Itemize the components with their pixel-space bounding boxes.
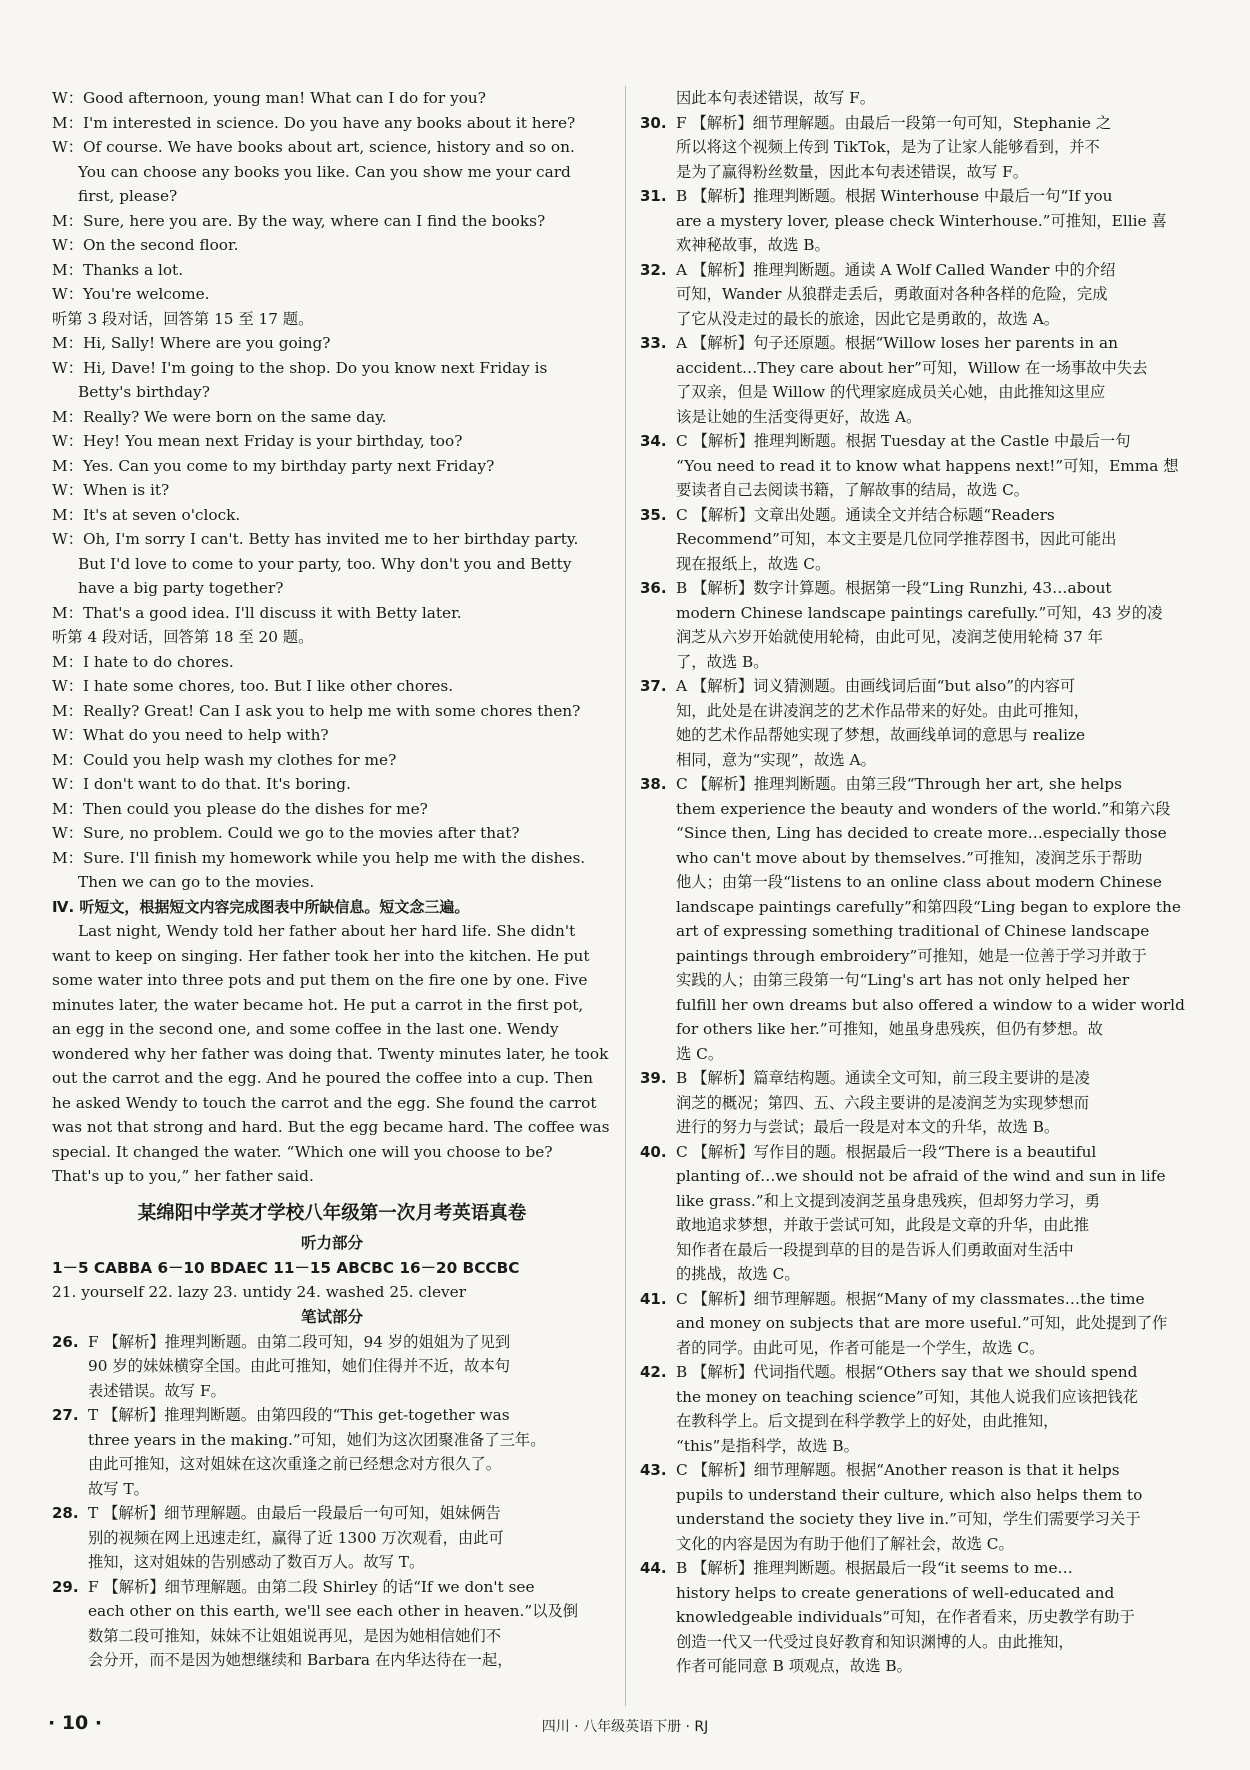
transcript-line: W：Hi, Dave! I'm going to the shop. Do you know next Friday is xyxy=(52,358,548,377)
explanation-line: understand the society they live in.”可知，学生们需要学习关于 xyxy=(676,1510,1141,1528)
explanation-line: Recommend”可知，本文主要是几位同学推荐图书，因此可能出 xyxy=(676,530,1117,548)
explanation-line: F 【解析】推理判断题。由第二段可知，94 岁的姐姐为了见到 xyxy=(88,1332,511,1351)
answer-item xyxy=(640,1360,1202,1458)
passage-line: some water into three pots and put them on the fire one by one. Five xyxy=(52,971,588,989)
explanation-line: 进行的努力与尝试；最后一段是对本文的升华，故选 B。 xyxy=(676,1118,1060,1136)
passage-line: he asked Wendy to touch the carrot and the egg. She found the carrot xyxy=(52,1093,597,1112)
transcript-line: M：Hi, Sally! Where are you going? xyxy=(52,334,331,352)
question-number: 35. xyxy=(640,505,667,524)
explanation-line: landscape paintings carefully”和第四段“Ling began to explore the xyxy=(676,897,1181,916)
question-number: 36. xyxy=(640,579,667,597)
explanation-line: B 【解析】推理判断题。根据最后一段“it seems to me… xyxy=(676,1559,1073,1577)
passage-line: was not that strong and hard. But the egg became hard. The coffee was xyxy=(52,1118,610,1136)
transcript-line: W：Of course. We have books about art, science, history and so on. xyxy=(52,138,575,156)
explanation-line: 文化的内容是因为有助于他们了解社会，故选 C。 xyxy=(676,1534,1014,1553)
transcript-line: You can choose any books you like. Can you show me your card xyxy=(78,162,571,181)
question-number: 42. xyxy=(640,1363,667,1381)
transcript-line: Then we can go to the movies. xyxy=(78,873,315,891)
explanation-line: accident…They care about her”可知，Willow 在一场事故中失去 xyxy=(676,358,1148,377)
explanation-line: 要读者自己去阅读书籍，了解故事的结局，故选 C。 xyxy=(676,481,1030,499)
transcript-line: M：Sure, here you are. By the way, where can I find the books? xyxy=(52,211,546,230)
explanation-line: 欢神秘故事，故选 B。 xyxy=(676,236,830,254)
explanation-line: 作者可能同意 B 项观点，故选 B。 xyxy=(676,1657,912,1675)
explanation-line: 所以将这个视频上传到 TikTok，是为了让家人能够看到，并不 xyxy=(676,138,1100,156)
explanation-line: B 【解析】数字计算题。根据第一段“Ling Runzhi, 43…about xyxy=(676,579,1112,597)
explanation-line: 相同，意为“实现”，故选 A。 xyxy=(676,750,876,769)
passage-line: That's up to you,” her father said. xyxy=(52,1167,314,1185)
question-number: 26. xyxy=(52,1332,79,1351)
explanation-line: 故写 T。 xyxy=(88,1479,149,1498)
explanation-line: three years in the making.”可知，她们为这次团聚准备了三年。 xyxy=(88,1430,546,1449)
explanation-line: them experience the beauty and wonders of the world.”和第六段 xyxy=(676,799,1171,818)
explanation-line: C 【解析】细节理解题。根据“Another reason is that it helps xyxy=(676,1461,1120,1479)
explanation-line: 可知，Wander 从狼群走丢后，勇敢面对各种各样的危险，完成 xyxy=(676,285,1108,303)
question-number: 28. xyxy=(52,1504,79,1522)
explanation-line: the money on teaching science”可知，其他人说我们应该把钱花 xyxy=(676,1387,1138,1406)
explanation-line: 会分开，而不是因为她想继续和 Barbara 在内华达待在一起， xyxy=(88,1651,513,1669)
explanation-line: “this”是指科学，故选 B。 xyxy=(676,1436,859,1455)
section-iv-heading: Ⅳ. 听短文，根据短文内容完成图表中所缺信息。短文念三遍。 xyxy=(52,897,470,916)
left-column xyxy=(52,86,612,1673)
answer-item xyxy=(52,1403,612,1501)
question-number: 44. xyxy=(640,1559,667,1577)
explanation-line: pupils to understand their culture, which also helps them to xyxy=(676,1485,1143,1504)
transcript-line: M：Then could you please do the dishes for me? xyxy=(52,799,428,818)
explanation-line: 敢地追求梦想，并敢于尝试可知，此段是文章的升华，由此推 xyxy=(676,1216,1090,1234)
column-divider xyxy=(625,86,626,1706)
question-number: 41. xyxy=(640,1289,667,1308)
transcript-line: M：I'm interested in science. Do you have any books about it here? xyxy=(52,113,576,132)
question-number: 38. xyxy=(640,775,667,793)
explanation-line: T 【解析】细节理解题。由最后一段最后一句可知，姐妹俩告 xyxy=(88,1504,501,1522)
transcript-line: Betty's birthday? xyxy=(78,383,210,401)
answers-row-2: 21. yourself 22. lazy 23. untidy 24. washed 25. clever xyxy=(52,1283,467,1301)
answer-item xyxy=(640,1287,1202,1361)
explanation-line: paintings through embroidery”可推知，她是一位善于学习并敢于 xyxy=(676,946,1147,965)
transcript-line: W：You're welcome. xyxy=(52,285,210,303)
transcript-line: W：Oh, I'm sorry I can't. Betty has invited me to her birthday party. xyxy=(52,530,579,548)
explanation-line: 90 岁的妹妹横穿全国。由此可推知，她们住得并不近，故本句 xyxy=(88,1357,511,1375)
explanation-line: 了，故选 B。 xyxy=(676,652,769,671)
right-column xyxy=(640,86,1202,1679)
question-number: 32. xyxy=(640,260,667,279)
writing-part-label: 笔试部分 xyxy=(300,1307,363,1326)
transcript-line: first, please? xyxy=(78,187,178,205)
explanation-line: F 【解析】细节理解题。由最后一段第一句可知，Stephanie 之 xyxy=(676,113,1112,132)
explanation-line: art of expressing something traditional of Chinese landscape xyxy=(676,922,1150,940)
question-number: 39. xyxy=(640,1069,667,1087)
explanation-line: 推知，这对姐妹的告别感动了数百万人。故写 T。 xyxy=(88,1553,425,1571)
transcript-line: W：Hey! You mean next Friday is your birthday, too? xyxy=(52,432,463,450)
explanation-line: A 【解析】词义猜测题。由画线词后面“but also”的内容可 xyxy=(676,677,1076,695)
explanation-line: “You need to read it to know what happens next!”可知，Emma 想 xyxy=(676,456,1179,475)
transcript-line: have a big party together? xyxy=(78,579,284,597)
transcript-line: W：I hate some chores, too. But I like other chores. xyxy=(52,677,454,695)
explanation-line: 他人；由第一段“listens to an online class about modern Chinese xyxy=(676,873,1162,891)
question-number: 33. xyxy=(640,334,667,352)
explanation-line: 在教科学上。后文提到在科学教学上的好处，由此推知， xyxy=(676,1412,1059,1430)
answer-item xyxy=(640,1458,1202,1556)
passage-line: special. It changed the water. “Which one will you choose to be? xyxy=(52,1142,553,1161)
explanation-line: 了它从没走过的最长的旅途，因此它是勇敢的，故选 A。 xyxy=(676,309,1060,328)
passage-line: want to keep on singing. Her father took her into the kitchen. He put xyxy=(52,946,590,965)
transcript-line: W：What do you need to help with? xyxy=(52,726,329,744)
explanation-line: B 【解析】推理判断题。根据 Winterhouse 中最后一句“If you xyxy=(676,187,1113,205)
listening-transcript xyxy=(52,86,612,895)
explanation-line: T 【解析】推理判断题。由第四段的“This get-together was xyxy=(88,1406,510,1424)
explanation-line: 的挑战，故选 C。 xyxy=(676,1265,800,1283)
explanation-line: 数第二段可推知，妹妹不让姐姐说再见，是因为她相信她们不 xyxy=(88,1626,502,1645)
explanation-line: who can't move about by themselves.”可推知，凌润芝乐于帮助 xyxy=(676,848,1143,867)
answer-item xyxy=(640,772,1202,1066)
explanation-line: for others like her.”可推知，她虽身患残疾，但仍有梦想。故 xyxy=(676,1020,1103,1038)
transcript-line: M：That's a good idea. I'll discuss it with Betty later. xyxy=(52,603,462,622)
explanation-line: B 【解析】篇章结构题。通读全文可知，前三段主要讲的是凌 xyxy=(676,1069,1090,1087)
passage-line: an egg in the second one, and some coffee in the last one. Wendy xyxy=(52,1020,559,1038)
answer-item xyxy=(640,258,1202,332)
transcript-line: M：Thanks a lot. xyxy=(52,260,184,279)
explanation-line: history helps to create generations of well-educated and xyxy=(676,1583,1115,1602)
explanation-line: C 【解析】推理判断题。由第三段“Through her art, she helps xyxy=(676,775,1122,793)
continued-line: 因此本句表述错误，故写 F。 xyxy=(676,89,876,107)
question-number: 34. xyxy=(640,432,667,450)
question-number: 37. xyxy=(640,677,667,695)
explanation-line: 创造一代又一代受过良好教育和知识渊博的人。由此推知， xyxy=(676,1632,1074,1651)
explanation-line: 实践的人；由第三段第一句“Ling's art has not only helped her xyxy=(676,971,1130,989)
explanation-line: 知作者在最后一段提到草的目的是告诉人们勇敢面对生活中 xyxy=(676,1240,1074,1259)
answer-item xyxy=(640,503,1202,577)
listening-part-label: 听力部分 xyxy=(300,1233,363,1252)
transcript-line: M：I hate to do chores. xyxy=(52,652,234,671)
answer-item xyxy=(640,1066,1202,1140)
explanation-line: are a mystery lover, please check Winterhouse.”可推知，Ellie 喜 xyxy=(676,211,1167,230)
question-number: 27. xyxy=(52,1406,79,1424)
answer-item xyxy=(52,1501,612,1575)
question-number: 29. xyxy=(52,1577,79,1596)
explanation-line: 该是让她的生活变得更好，故选 A。 xyxy=(676,407,922,426)
transcript-line: M：Sure. I'll finish my homework while you help me with the dishes. xyxy=(52,848,586,867)
answer-item xyxy=(52,1330,612,1404)
transcript-line: W：Sure, no problem. Could we go to the movies after that? xyxy=(52,824,520,842)
answer-item xyxy=(640,111,1202,185)
passage-line: Last night, Wendy told her father about her hard life. She didn't xyxy=(78,922,576,940)
answer-item xyxy=(640,674,1202,772)
explanation-line: B 【解析】代词指代题。根据“Others say that we should spend xyxy=(676,1363,1138,1381)
explanation-line: 选 C。 xyxy=(676,1044,724,1063)
explanation-line: 了双亲，但是 Willow 的代理家庭成员关心她，由此推知这里应 xyxy=(676,383,1106,401)
transcript-line: M：Could you help wash my clothes for me? xyxy=(52,750,397,769)
transcript-line: W：Good afternoon, young man! What can I do for you? xyxy=(52,89,486,107)
explanation-line: A 【解析】句子还原题。根据“Willow loses her parents in an xyxy=(676,334,1118,352)
explanation-line: C 【解析】推理判断题。根据 Tuesday at the Castle 中最后一句 xyxy=(676,432,1131,450)
explanation-line: A 【解析】推理判断题。通读 A Wolf Called Wander 中的介绍 xyxy=(676,260,1116,279)
question-number: 31. xyxy=(640,187,667,205)
transcript-line: W：On the second floor. xyxy=(52,236,239,254)
explanation-line: 知，此处是在讲凌润芝的艺术作品带来的好处。由此可推知， xyxy=(676,701,1090,720)
transcript-line: M：It's at seven o'clock. xyxy=(52,505,241,524)
explanation-line: C 【解析】细节理解题。根据“Many of my classmates…the time xyxy=(676,1289,1145,1308)
question-number: 43. xyxy=(640,1461,667,1479)
transcript-line: M：Really? Great! Can I ask you to help me with some chores then? xyxy=(52,701,581,720)
passage-line: out the carrot and the egg. And he poured the coffee into a cup. Then xyxy=(52,1069,593,1087)
explanation-line: modern Chinese landscape paintings carefully.”可知，43 岁的凌 xyxy=(676,603,1163,622)
listening-passage xyxy=(52,919,612,1189)
right-answer-explanations xyxy=(640,111,1202,1679)
explanation-line: C 【解析】文章出处题。通读全文并结合标题“Readers xyxy=(676,505,1055,524)
exam-title: 某绵阳中学英才学校八年级第一次月考英语真卷 xyxy=(137,1202,527,1224)
page-number: · 10 · xyxy=(48,1712,103,1734)
explanation-line: 润芝的概况；第四、五、六段主要讲的是凌润芝为实现梦想而 xyxy=(676,1093,1090,1112)
explanation-line: 别的视频在网上迅速走红，赢得了近 1300 万次观看，由此可 xyxy=(88,1528,504,1547)
explanation-line: fulfill her own dreams but also offered a window to a wider world xyxy=(676,995,1185,1014)
passage-line: minutes later, the water became hot. He put a carrot in the first pot, xyxy=(52,995,584,1014)
answer-item xyxy=(640,429,1202,503)
transcript-line: M：Really? We were born on the same day. xyxy=(52,407,387,426)
answer-item xyxy=(640,1556,1202,1679)
answer-item xyxy=(640,576,1202,674)
explanation-line: like grass.”和上文提到凌润芝虽身患残疾，但却努力学习，勇 xyxy=(676,1191,1101,1210)
explanation-line: 现在报纸上，故选 C。 xyxy=(676,554,831,573)
answer-item xyxy=(640,1140,1202,1287)
answer-item xyxy=(640,184,1202,258)
explanation-line: 由此可推知，这对姐妹在这次重逢之前已经想念对方很久了。 xyxy=(88,1455,502,1473)
answer-item xyxy=(640,331,1202,429)
explanation-line: each other on this earth, we'll see each other in heaven.”以及倒 xyxy=(88,1602,579,1620)
explanation-line: “Since then, Ling has decided to create more…especially those xyxy=(676,824,1167,842)
passage-line: wondered why her father was doing that. Twenty minutes later, he took xyxy=(52,1044,609,1063)
explanation-line: 表述错误。故写 F。 xyxy=(88,1381,226,1400)
transcript-line: M：Yes. Can you come to my birthday party next Friday? xyxy=(52,456,495,475)
page-footer: 四川 · 八年级英语下册 · RJ xyxy=(541,1719,709,1735)
transcript-line: W：I don't want to do that. It's boring. xyxy=(52,775,351,793)
explanation-line: and money on subjects that are more useful.”可知，此处提到了作 xyxy=(676,1314,1168,1332)
transcript-line: 听第 3 段对话，回答第 15 至 17 题。 xyxy=(52,309,314,328)
left-answer-explanations xyxy=(52,1330,612,1673)
transcript-line: 听第 4 段对话，回答第 18 至 20 题。 xyxy=(52,628,314,646)
transcript-line: W：When is it? xyxy=(52,481,170,499)
explanation-line: planting of…we should not be afraid of the wind and sun in life xyxy=(676,1167,1166,1185)
question-number: 30. xyxy=(640,113,667,132)
answer-item xyxy=(52,1575,612,1673)
answers-row-1: 1－5 CABBA 6－10 BDAEC 11－15 ABCBC 16－20 BCCBC xyxy=(52,1258,520,1277)
explanation-line: knowledgeable individuals”可知，在作者看来，历史教学有助于 xyxy=(676,1608,1135,1626)
explanation-line: 者的同学。由此可见，作者可能是一个学生，故选 C。 xyxy=(676,1338,1045,1357)
transcript-line: But I'd love to come to your party, too. Why don't you and Betty xyxy=(78,554,572,573)
explanation-line: 是为了赢得粉丝数量，因此本句表述错误，故写 F。 xyxy=(676,162,1029,181)
question-number: 40. xyxy=(640,1142,667,1161)
explanation-line: 润芝从六岁开始就使用轮椅，由此可见，凌润芝使用轮椅 37 年 xyxy=(676,628,1103,646)
explanation-line: 她的艺术作品帮她实现了梦想，故画线单词的意思与 realize xyxy=(676,726,1086,744)
explanation-line: C 【解析】写作目的题。根据最后一段“There is a beautiful xyxy=(676,1142,1097,1161)
explanation-line: F 【解析】细节理解题。由第二段 Shirley 的话“If we don't see xyxy=(88,1577,535,1596)
